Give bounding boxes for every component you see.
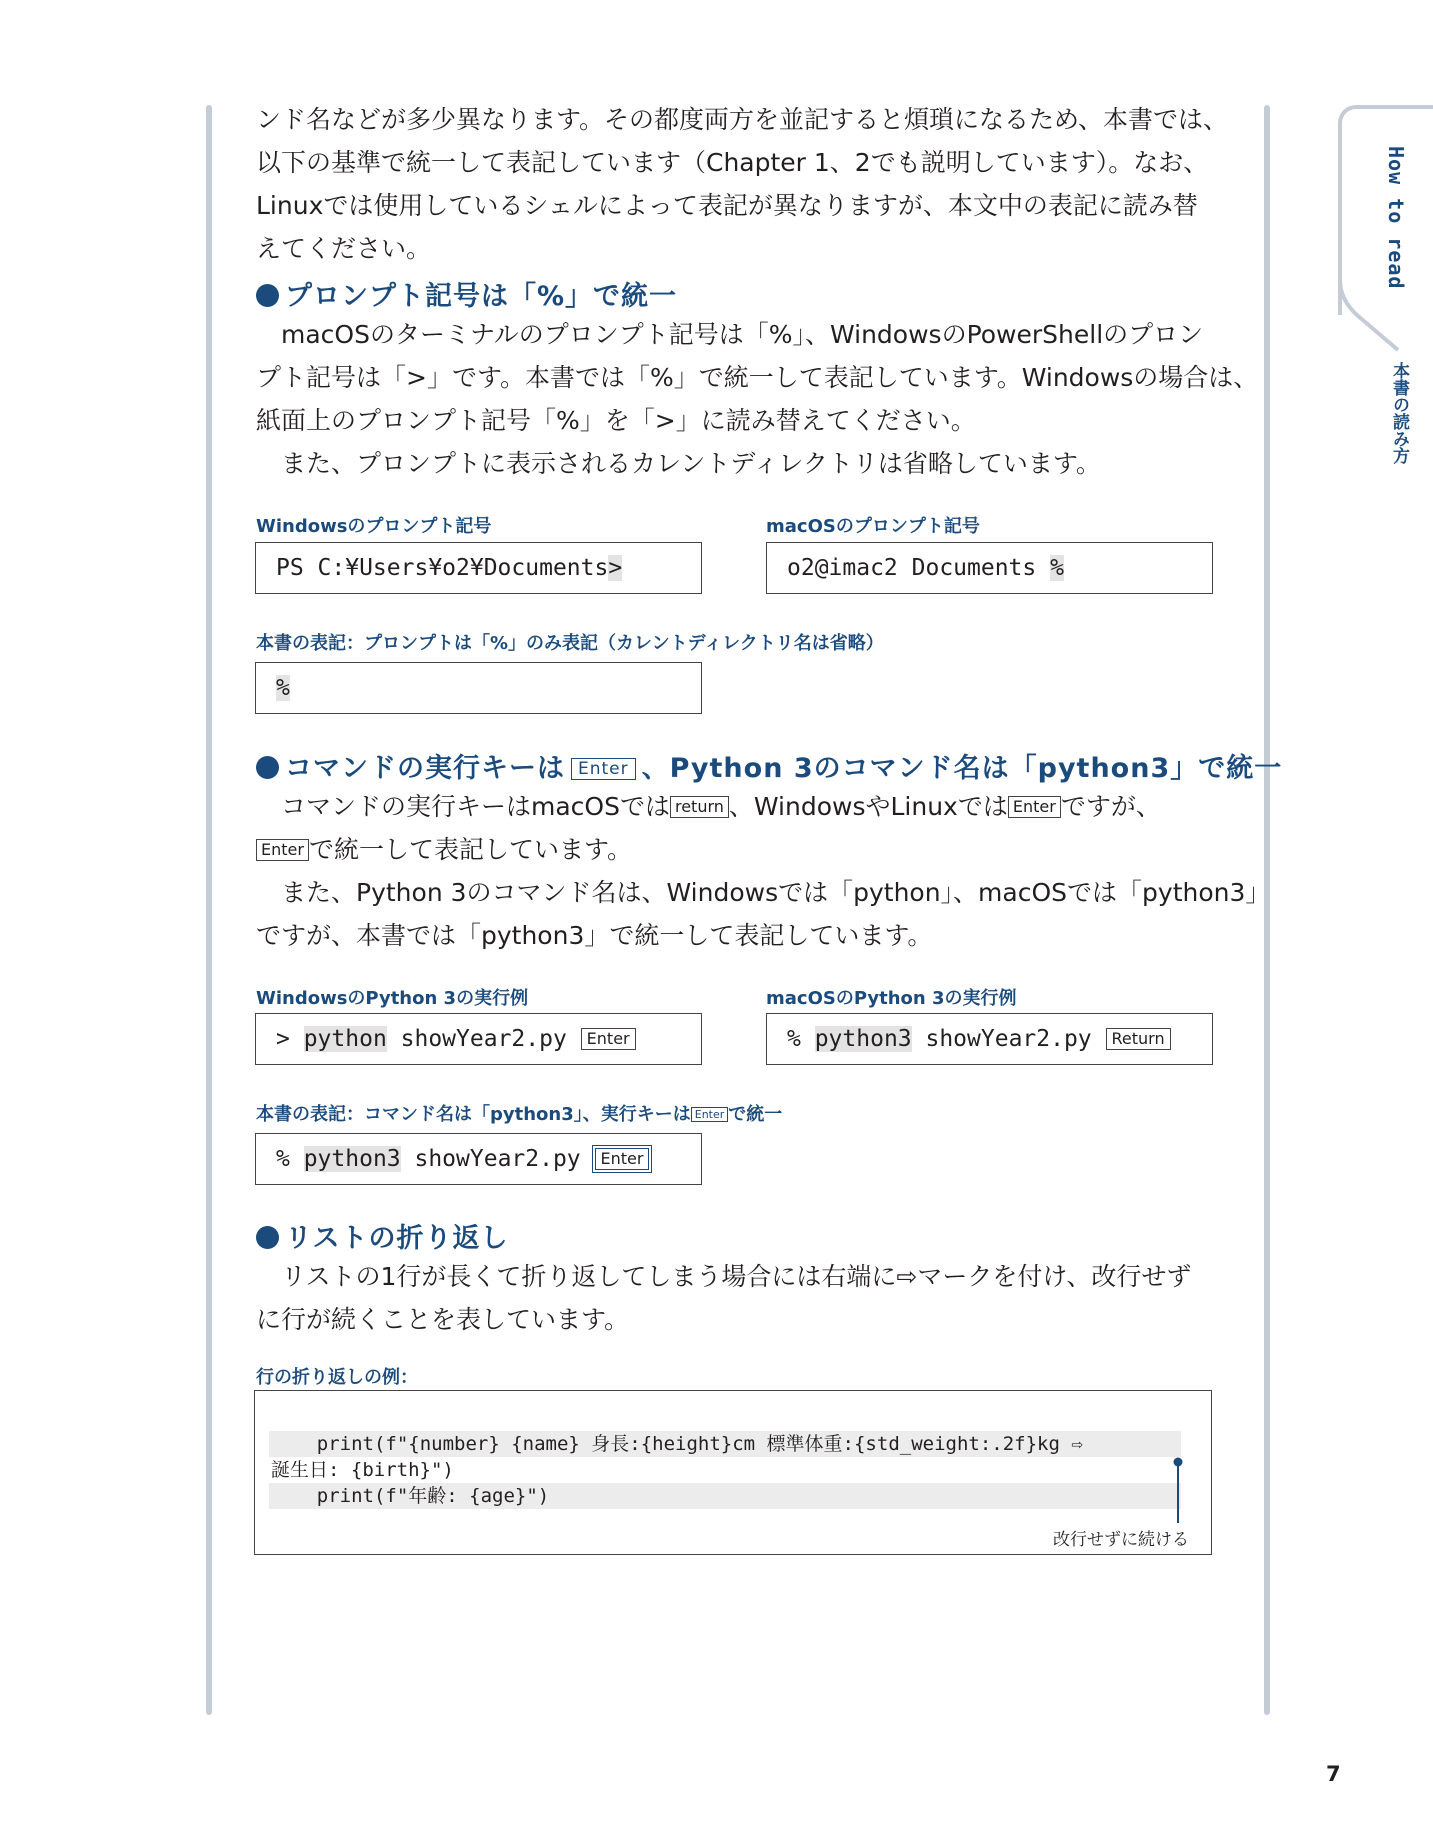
body-line: また、Python 3のコマンド名は、Windowsでは「python」、macOSでは「python3」 xyxy=(256,878,1271,907)
enter-key-icon: Enter xyxy=(691,1107,729,1122)
body-line: macOSのターミナルのプロンプト記号は「%」、WindowsのPowerShellのプロン xyxy=(256,320,1204,349)
body-line xyxy=(256,828,632,871)
enter-key-icon: Enter xyxy=(571,758,636,780)
code-box-mac-prompt xyxy=(766,542,1213,594)
code-line: 誕生日: {birth}") xyxy=(271,1459,454,1481)
caption-text: 本書の表記：コマンド名は「python3」、実行キーは xyxy=(256,1104,691,1125)
caption-mac-prompt: macOSのプロンプト記号 xyxy=(766,516,980,537)
command-name: python xyxy=(303,1026,387,1052)
body-text: ですが、 xyxy=(1060,792,1161,821)
code-text: % xyxy=(787,1026,815,1052)
body-line: ですが、本書では「python3」で統一して表記しています。 xyxy=(256,921,933,950)
section-heading-text: 、Python 3のコマンド名は「python3」で統一 xyxy=(641,753,1283,784)
return-key-icon: Return xyxy=(1106,1028,1171,1050)
bullet-dot-icon xyxy=(256,284,279,307)
body-line xyxy=(256,785,1161,828)
enter-key-icon: Enter xyxy=(581,1028,636,1050)
command-name: python3 xyxy=(303,1146,401,1172)
command-name: python3 xyxy=(814,1026,912,1052)
left-margin-rule xyxy=(206,105,212,1715)
enter-key-icon: Enter xyxy=(595,1148,650,1170)
prompt-symbol: % xyxy=(1050,555,1064,581)
code-text: showYear2.py xyxy=(400,1146,595,1172)
side-tab-diagonal xyxy=(1338,280,1433,360)
code-line: print(f"{number} {name} 身長:{height}cm 標準体重:{std_weight:.2f}kg ⇨ xyxy=(271,1433,1083,1455)
caption-windows-prompt: Windowsのプロンプト記号 xyxy=(256,516,492,537)
continuation-note: 改行せずに続ける xyxy=(1053,1530,1189,1550)
caption-mac-python: macOSのPython 3の実行例 xyxy=(766,988,1017,1009)
code-text: PS C:¥Users¥o2¥Documents xyxy=(276,555,609,581)
body-line: 紙面上のプロンプト記号「%」を「>」に読み替えてください。 xyxy=(256,406,976,435)
code-text: > xyxy=(276,1026,304,1052)
code-box-windows-prompt xyxy=(255,542,702,594)
code-text: % xyxy=(276,1146,304,1172)
code-text: showYear2.py xyxy=(911,1026,1106,1052)
section-heading-text: リストの折り返し xyxy=(285,1223,509,1254)
body-line: リストの1行が長くて折り返してしまう場合には右端に⇨マークを付け、改行せず xyxy=(256,1262,1192,1291)
code-box-book-prompt xyxy=(255,662,702,714)
code-line: print(f"年齢: {age}") xyxy=(271,1485,550,1507)
section-heading-prompt xyxy=(256,274,677,313)
caption-wrap-example: 行の折り返しの例： xyxy=(256,1367,418,1388)
caption-book-python xyxy=(256,1100,782,1126)
code-listing-wrap-example xyxy=(254,1390,1212,1555)
body-line: プト記号は「>」です。本書では「%」で統一して表記しています。Windowsの場合は、 xyxy=(256,363,1259,392)
section-heading-wrap xyxy=(256,1216,508,1255)
code-box-book-python xyxy=(255,1133,702,1185)
section-heading-command xyxy=(256,746,1282,785)
intro-line: えてください。 xyxy=(256,234,432,263)
side-tab-japanese: 本書の読み方 xyxy=(1389,362,1409,464)
code-text: o2@imac2 Documents xyxy=(787,555,1051,581)
body-line: また、プロンプトに表示されるカレントディレクトリは省略しています。 xyxy=(256,449,1101,478)
code-box-mac-python xyxy=(766,1013,1213,1065)
prompt-symbol: > xyxy=(608,555,623,581)
caption-text: で統一 xyxy=(728,1104,783,1125)
code-text: showYear2.py xyxy=(386,1026,581,1052)
enter-key-icon: Enter xyxy=(256,839,309,861)
body-text: コマンドの実行キーはmacOSでは xyxy=(256,792,670,821)
enter-key-icon: Enter xyxy=(1008,796,1061,818)
intro-line: Linuxでは使用しているシェルによって表記が異なりますが、本文中の表記に読み替 xyxy=(256,191,1198,220)
section-heading-text: プロンプト記号は「%」で統一 xyxy=(285,281,678,312)
prompt-symbol: % xyxy=(276,675,290,701)
bullet-dot-icon xyxy=(256,756,279,779)
side-tab-english: How to read xyxy=(1384,146,1408,290)
return-key-icon: return xyxy=(670,796,729,818)
caption-book-prompt: 本書の表記：プロンプトは「%」のみ表記（カレントディレクトリ名は省略） xyxy=(256,633,884,654)
caption-windows-python: WindowsのPython 3の実行例 xyxy=(256,988,529,1009)
body-line: に行が続くことを表しています。 xyxy=(256,1305,630,1334)
continuation-pointer-line xyxy=(1171,1457,1185,1523)
code-box-windows-python xyxy=(255,1013,702,1065)
section-heading-text: コマンドの実行キーは xyxy=(285,753,565,784)
intro-line: ンド名などが多少異なります。その都度両方を並記すると煩瑣になるため、本書では、 xyxy=(256,105,1229,134)
body-text: 、WindowsやLinuxでは xyxy=(728,792,1008,821)
body-text: で統一して表記しています。 xyxy=(308,835,632,864)
bullet-dot-icon xyxy=(256,1226,279,1249)
page-number: 7 xyxy=(1326,1762,1341,1786)
intro-line: 以下の基準で統一して表記しています（Chapter 1、2でも説明しています）。なお、 xyxy=(256,148,1209,177)
